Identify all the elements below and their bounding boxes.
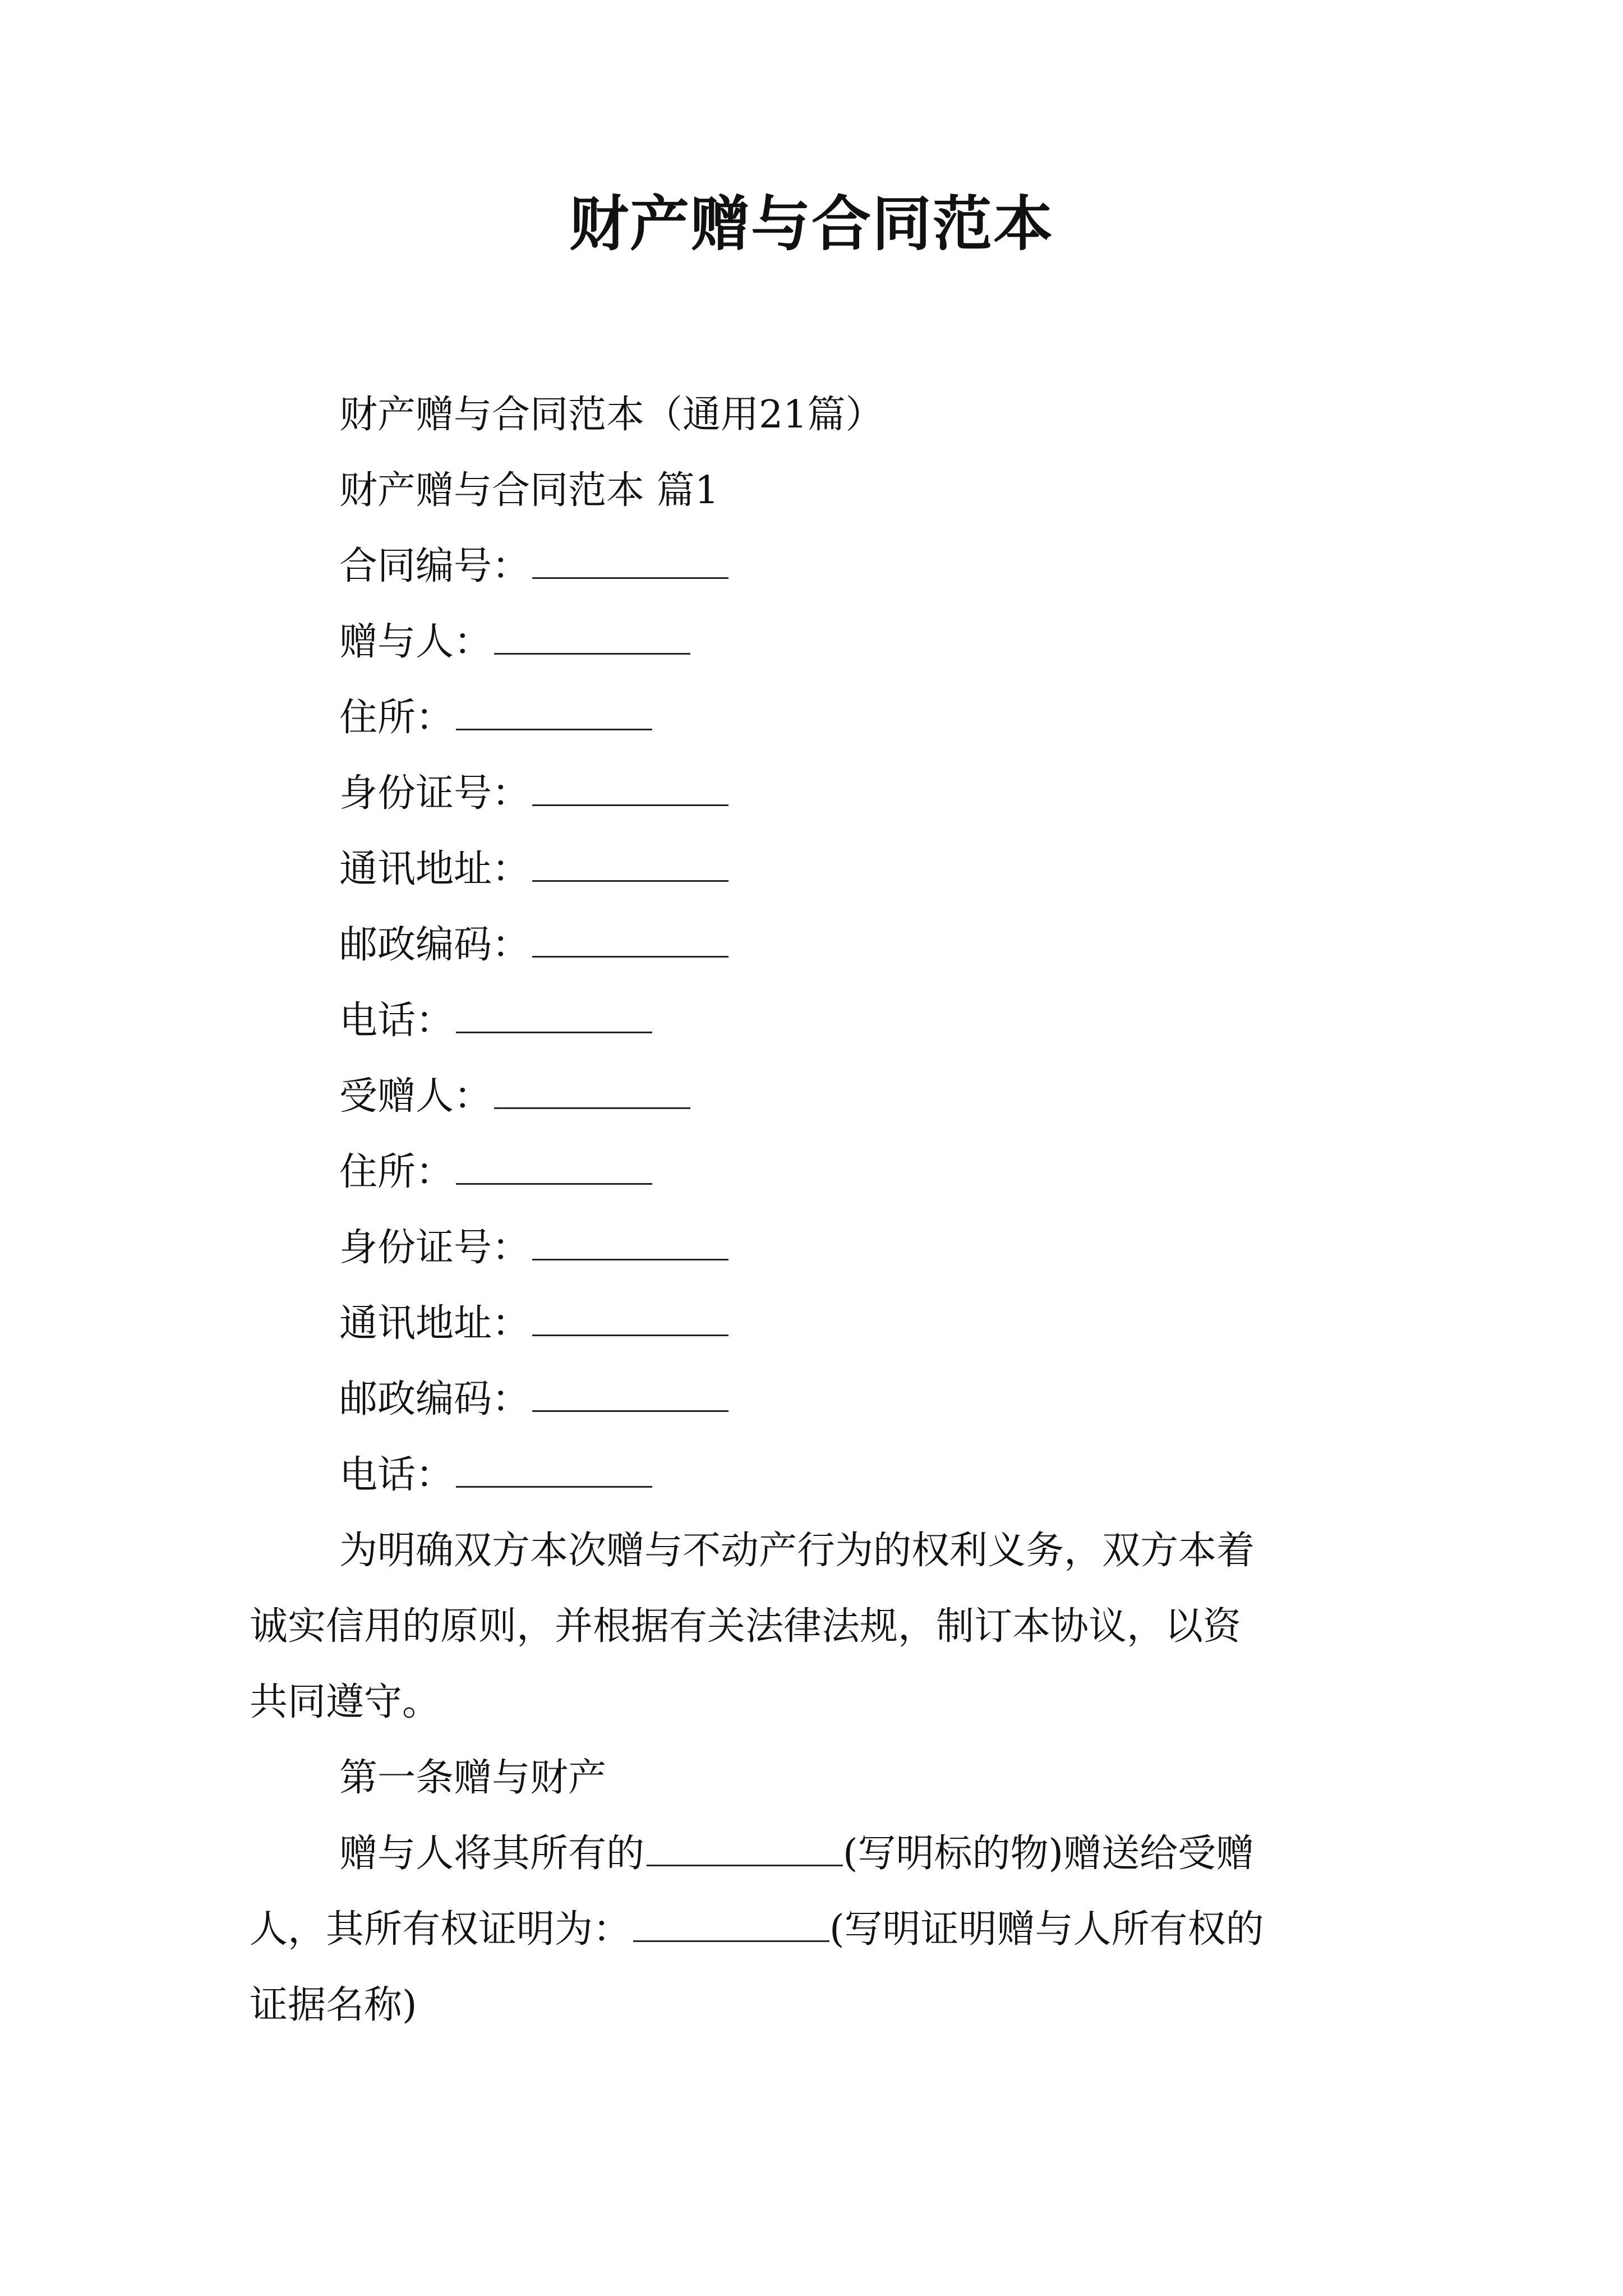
- field-label: 住所：: [339, 696, 454, 740]
- field-donor-postcode: [339, 917, 728, 973]
- document-subtitle: 财产赠与合同范本（通用21篇）: [339, 393, 884, 437]
- blank-line: [532, 544, 728, 579]
- blank-line: [532, 1225, 728, 1260]
- field-label: 邮政编码：: [339, 1377, 531, 1421]
- intro-line-3: 共同遵守。: [250, 1680, 441, 1724]
- blank-line: [456, 998, 652, 1033]
- blank-line: [647, 1831, 843, 1866]
- field-donor: [339, 614, 690, 670]
- blank-line: [456, 695, 652, 730]
- field-label: 住所：: [339, 1150, 454, 1194]
- article1-line-1: [339, 1826, 1254, 1882]
- field-donor-id: [339, 766, 728, 822]
- article1-text: 赠与人将其所有的: [339, 1832, 645, 1876]
- blank-line: [532, 1377, 728, 1412]
- field-label: 电话：: [339, 999, 454, 1043]
- blank-line: [494, 1074, 690, 1109]
- article1-heading: 第一条赠与财产: [339, 1756, 607, 1800]
- blank-line: [494, 619, 690, 655]
- blank-line: [532, 922, 728, 958]
- blank-line: [532, 1301, 728, 1336]
- section-heading: 财产赠与合同范本 篇1: [339, 468, 719, 513]
- field-donor-phone: [339, 993, 652, 1049]
- field-label: 赠与人：: [339, 620, 492, 664]
- blank-line: [532, 771, 728, 806]
- field-recipient: [339, 1069, 690, 1125]
- blank-line: [456, 1149, 652, 1185]
- field-label: 通讯地址：: [339, 847, 531, 891]
- field-label: 合同编号：: [339, 544, 531, 588]
- field-label: 电话：: [339, 1453, 454, 1497]
- field-recipient-mailing-address: [339, 1296, 728, 1352]
- field-recipient-address: [339, 1144, 652, 1200]
- field-donor-address: [339, 690, 652, 746]
- field-label: 身份证号：: [339, 771, 531, 816]
- blank-line: [532, 846, 728, 882]
- document-title: 财产赠与合同范本: [569, 190, 1054, 259]
- field-recipient-id: [339, 1220, 728, 1276]
- field-contract-number: [339, 539, 728, 595]
- field-label: 身份证号：: [339, 1226, 531, 1270]
- field-recipient-postcode: [339, 1372, 728, 1428]
- field-recipient-phone: [339, 1447, 652, 1503]
- blank-line: [456, 1452, 652, 1488]
- field-donor-mailing-address: [339, 841, 728, 898]
- intro-line-1: 为明确双方本次赠与不动产行为的权利义务，双方本着: [339, 1529, 1255, 1573]
- blank-line: [633, 1907, 829, 1942]
- field-label: 受赠人：: [339, 1074, 492, 1119]
- article1-text: 人，其所有权证明为：: [250, 1907, 631, 1952]
- field-label: 通讯地址：: [339, 1301, 531, 1346]
- article1-text: (写明标的物)赠送给受赠: [843, 1832, 1255, 1876]
- article1-line-2: [250, 1902, 1264, 1958]
- intro-line-2: 诚实信用的原则，并根据有关法律法规，制订本协议，以资: [250, 1604, 1242, 1649]
- article1-line-3: 证据名称): [250, 1983, 417, 2027]
- field-label: 邮政编码：: [339, 923, 531, 967]
- article1-text: (写明证明赠与人所有权的: [829, 1907, 1264, 1952]
